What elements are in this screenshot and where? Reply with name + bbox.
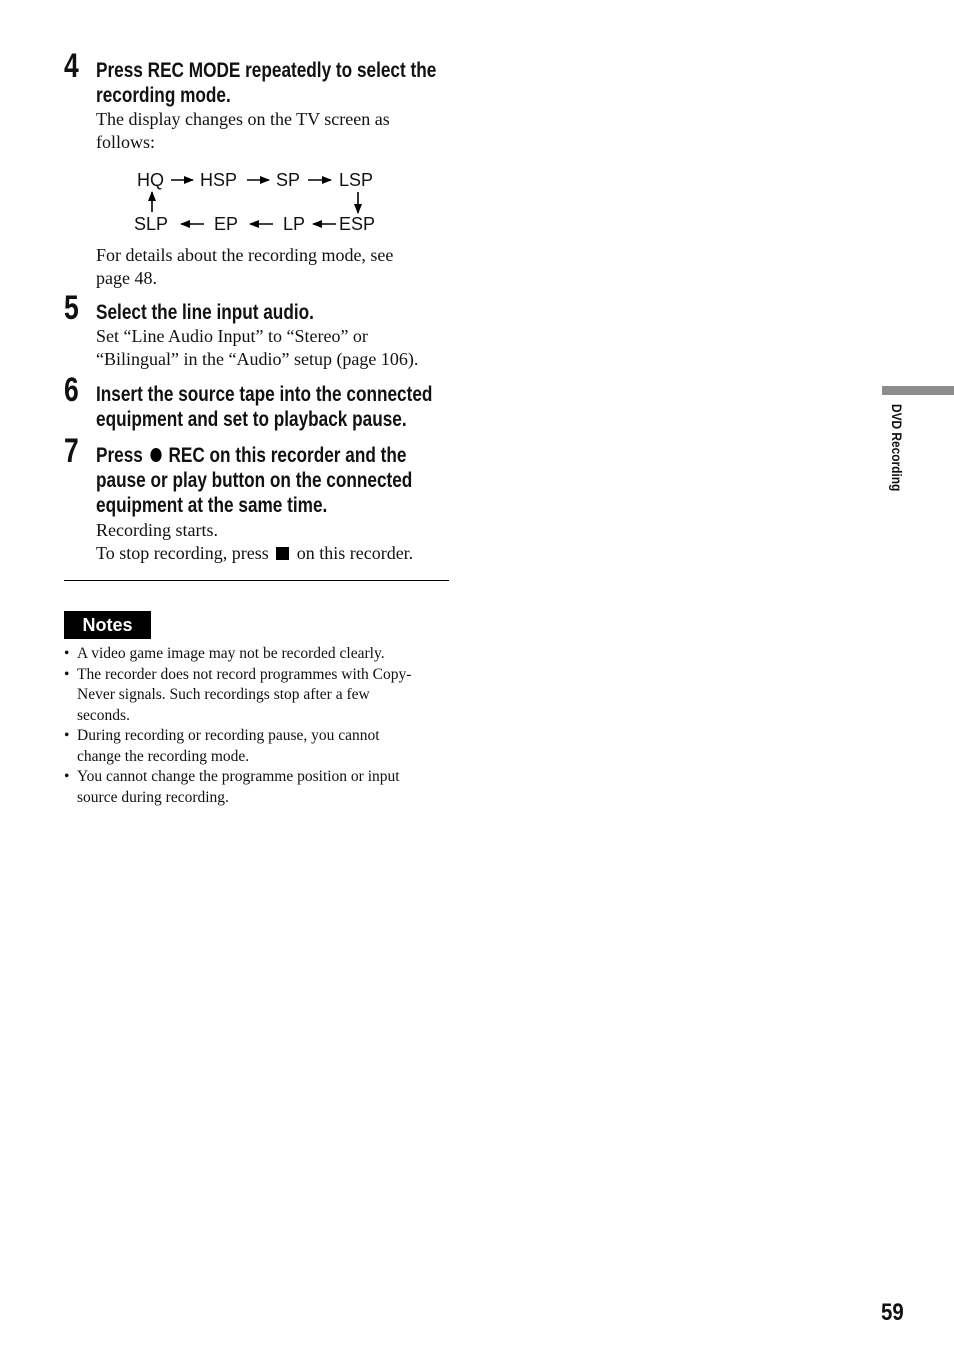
heading-text: Press [96,443,143,467]
note-item [64,644,454,665]
note-line: change the recording mode. [77,747,250,765]
step-5-body [96,325,456,371]
step-7-number: 7 [64,432,79,470]
note-line: The recorder does not record programmes with Copy- [77,665,412,683]
arrow-icon [0,0,954,260]
note-item [64,665,454,727]
heading-line: recording mode. [96,83,231,107]
body-line: Recording starts. [96,520,218,540]
body-line: page 48. [96,268,157,288]
body-text: on this recorder. [296,543,414,563]
section-tab-label: DVD Recording [889,404,905,492]
record-dot-icon [150,448,161,462]
body-text: To stop recording, press [96,543,269,563]
body-line: follows: [96,132,156,152]
heading-text: REC on this recorder and the [168,443,407,467]
page-number: 59 [881,1299,904,1326]
body-line: “Bilingual” in the “Audio” setup (page 106). [96,349,419,369]
bullet: • [64,768,70,785]
heading-line: pause or play button on the connected [96,468,413,492]
heading-line: Insert the source tape into the connected [96,382,433,406]
step-4-details [96,244,456,290]
stop-square-icon [276,547,289,560]
body-line: The display changes on the TV screen as [96,109,390,129]
note-line: During recording or recording pause, you cannot [77,727,380,744]
mode-hsp: HSP [200,170,238,190]
body-line: For details about the recording mode, see [96,245,394,265]
note-item [64,726,454,767]
bullet: • [64,665,70,683]
step-6-heading [96,382,472,432]
note-line: seconds. [77,706,130,724]
heading-line: equipment at the same time. [96,493,328,517]
step-4-number: 4 [64,47,79,85]
mode-ep: EP [214,214,239,234]
note-line: Never signals. Such recordings stop after a few [77,686,370,703]
bullet: • [64,727,70,744]
bullet: • [64,645,70,662]
mode-lp: LP [283,214,306,234]
step-5-heading [96,300,472,325]
mode-slp: SLP [134,214,169,234]
notes-title: Notes [64,611,151,639]
heading-line: equipment and set to playback pause. [96,407,407,431]
note-line: source during recording. [77,788,229,806]
body-line: Set “Line Audio Input” to “Stereo” or [96,326,368,346]
mode-esp: ESP [339,214,376,234]
section-divider [64,580,449,581]
note-line: You cannot change the programme position or input [77,768,400,785]
step-7-heading [96,443,472,518]
heading-line: Select the line input audio. [96,300,314,324]
heading-line: Press REC MODE repeatedly to select the [96,58,437,82]
mode-hq: HQ [137,170,164,190]
step-5-number: 5 [64,289,79,327]
notes-list [64,644,454,808]
step-6-number: 6 [64,371,79,409]
step-7-body [96,519,456,565]
note-line: A video game image may not be recorded clearly. [77,645,385,662]
section-tab-bar [882,386,954,395]
note-item [64,767,454,808]
mode-sp: SP [276,170,301,190]
mode-lsp: LSP [339,170,374,190]
